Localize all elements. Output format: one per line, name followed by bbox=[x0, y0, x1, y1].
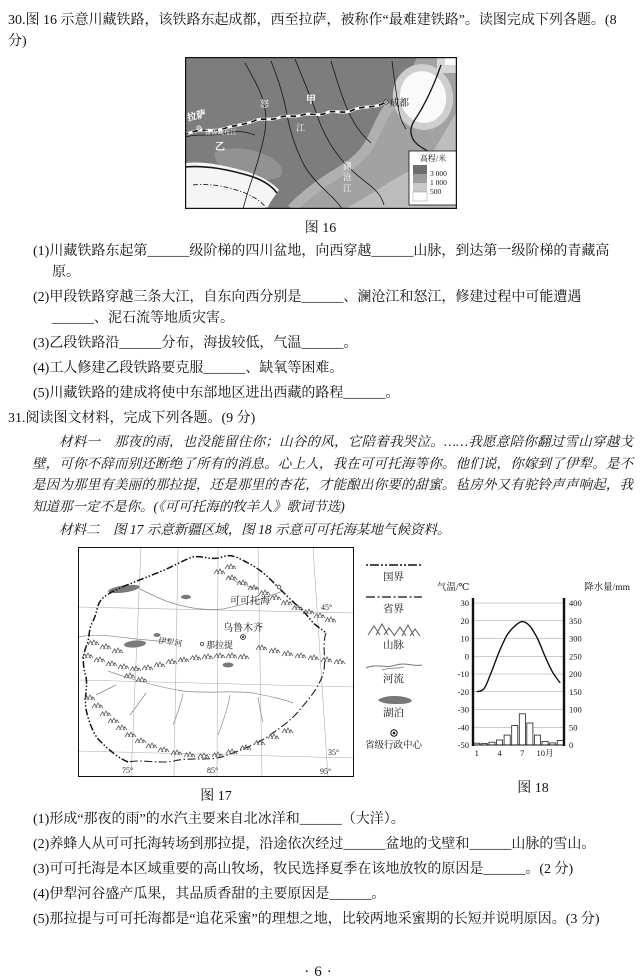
chengdu-label: 成都 bbox=[389, 99, 409, 109]
svg-text:75°: 75° bbox=[122, 765, 134, 775]
svg-text:85°: 85° bbox=[207, 765, 219, 775]
keketuohai-label: 可可托海 bbox=[230, 595, 270, 607]
q31-material2: 材料二 图 17 示意新疆区域，图 18 示意可可托海某地气候资料。 bbox=[59, 522, 451, 537]
svg-text:200: 200 bbox=[569, 668, 582, 679]
map17-graticule bbox=[78, 547, 354, 777]
jiang-label: 江 bbox=[295, 123, 305, 133]
urumqi-label: 乌鲁木齐 bbox=[223, 622, 263, 634]
national-border-icon bbox=[364, 559, 424, 571]
svg-text:-50: -50 bbox=[457, 739, 469, 750]
urumqi-marker bbox=[241, 634, 246, 639]
svg-text:-30: -30 bbox=[457, 704, 469, 714]
segment-yi-label: 乙 bbox=[214, 142, 225, 153]
figure17-map bbox=[78, 547, 354, 777]
q31-material1: 材料一 那夜的雨，也没能留住你；山谷的风，它陪着我哭泣。……我愿意陪你翻过雪山穿越戈壁，可你不辞而别还断绝了所有的消息。心上人，我在可可托海等你。他们说，你嫁到了伊犁。是不是因为那里有美丽的那拉提，还是那里的杏花，才能酿出你要的甜蜜。毡房外又有驼铃声声响起，我知道那一定不是你。(《可可托海的牧羊人》歌词节选) bbox=[32, 434, 633, 514]
page-number: ·6· bbox=[304, 963, 337, 977]
figure17-18-row bbox=[78, 547, 633, 805]
svg-text:95°: 95° bbox=[320, 766, 332, 776]
svg-text:0: 0 bbox=[569, 739, 574, 750]
q31-stem: 31.阅读图文材料，完成下列各题。(9 分) bbox=[8, 411, 256, 426]
svg-text:3 000: 3 000 bbox=[429, 169, 447, 178]
nu-river-label: 怒 bbox=[259, 99, 269, 109]
nalati-label: 那拉提 bbox=[206, 639, 234, 650]
left-axis-title: 气温/℃ bbox=[437, 582, 470, 593]
q31-item-4: (4)伊犁河谷盛产瓜果，其品质香甜的主要原因是______。 bbox=[33, 886, 386, 902]
yili-river-label: 伊犁河 bbox=[157, 635, 183, 648]
q30-item-3: (3)乙段铁路沿______分布，海拔较低，气温______。 bbox=[33, 336, 358, 351]
q30-item-1: (1)川藏铁路东起第______级阶梯的四川盆地，向西穿越______山脉，到达第一级阶梯的青藏高原。 bbox=[33, 244, 610, 280]
river-icon bbox=[364, 659, 424, 673]
svg-text:1 000: 1 000 bbox=[429, 178, 447, 187]
svg-text:20: 20 bbox=[460, 615, 469, 626]
q30-item-4: (4)工人修建乙段铁路要克服______、缺氧等困难。 bbox=[33, 361, 344, 376]
map17-lakes bbox=[108, 583, 234, 667]
nalati-marker bbox=[200, 642, 203, 645]
right-axis-title: 降水量/mm bbox=[584, 582, 630, 593]
svg-text:-20: -20 bbox=[457, 686, 469, 697]
legend-province-border: 省界 bbox=[364, 591, 424, 616]
province-border-icon bbox=[364, 591, 424, 603]
svg-text:10月: 10月 bbox=[536, 747, 554, 758]
q30-item-2: (2)甲段铁路穿越三条大江，自东向西分别是______、澜沧江和怒江，修建过程中可能遭遇______、泥石流等地质灾害。 bbox=[33, 290, 582, 326]
legend-title: 高程/米 bbox=[419, 154, 446, 163]
map17-mountains bbox=[82, 564, 345, 758]
svg-text:100: 100 bbox=[569, 704, 582, 714]
q30-stem: 30.图 16 示意川藏铁路，该铁路东起成都，西至拉萨，被称作“最难建铁路”。读图完成下列各题。(8 分) bbox=[8, 13, 617, 49]
svg-text:35°: 35° bbox=[328, 747, 340, 757]
chart-plot-area bbox=[458, 598, 582, 758]
svg-text:300: 300 bbox=[569, 633, 582, 643]
svg-text:45°: 45° bbox=[321, 602, 333, 612]
svg-text:500: 500 bbox=[429, 187, 441, 196]
map16-elevation-legend bbox=[409, 151, 457, 205]
svg-text:1: 1 bbox=[474, 747, 479, 758]
lhasa-marker bbox=[196, 126, 200, 130]
chengdu-marker bbox=[383, 100, 387, 104]
svg-text:150: 150 bbox=[569, 686, 582, 697]
svg-text:10: 10 bbox=[460, 633, 469, 643]
legend-provincial-capital: 省级行政中心 bbox=[364, 727, 424, 752]
svg-text:7: 7 bbox=[520, 747, 525, 758]
figure17 bbox=[78, 547, 354, 805]
svg-text:-40: -40 bbox=[457, 721, 469, 732]
svg-text:350: 350 bbox=[569, 615, 582, 626]
q31-item-5: (5)那拉提与可可托海都是“追花采蜜”的理想之地，比较两地采蜜期的长短并说明原因。(3 分) bbox=[33, 911, 600, 927]
legend-lake: 湖泊 bbox=[364, 693, 424, 720]
figure18-caption: 图 18 bbox=[517, 780, 549, 796]
lancang-river-label: 澜沧江 bbox=[342, 161, 352, 193]
q31-item-2: (2)养蜂人从可可托海转场到那拉提，沿途依次经过______盆地的戈壁和______山脉的雪山。 bbox=[33, 836, 596, 852]
lhasa-label: 拉萨 bbox=[185, 109, 207, 124]
figure16-caption: 图 16 bbox=[304, 221, 337, 236]
q31-item-1: (1)形成“那夜的雨”的水汽主要来自北冰洋和______（大洋）。 bbox=[33, 811, 405, 827]
yarlung-river-label: 雅鲁藏布江 bbox=[204, 129, 236, 136]
svg-text:400: 400 bbox=[569, 597, 582, 608]
svg-text:0: 0 bbox=[464, 650, 469, 661]
map17-province-border bbox=[128, 633, 326, 762]
figure18-chart bbox=[433, 577, 633, 769]
q31-item-3: (3)可可托海是本区域重要的高山牧场，牧民选择夏季在该地放牧的原因是______。(2 分) bbox=[33, 861, 574, 877]
figure18 bbox=[433, 547, 633, 797]
svg-text:250: 250 bbox=[569, 650, 582, 661]
lake-icon bbox=[364, 693, 424, 707]
svg-text:-10: -10 bbox=[457, 668, 469, 679]
q30-item-5: (5)川藏铁路的建成将使中东部地区进出西藏的路程______。 bbox=[33, 386, 400, 401]
provincial-capital-icon bbox=[364, 727, 424, 739]
keketuohai-marker bbox=[277, 585, 281, 589]
legend-national-border: 国界 bbox=[364, 559, 424, 584]
figure17-caption: 图 17 bbox=[200, 788, 232, 804]
svg-text:4: 4 bbox=[497, 747, 502, 758]
mountain-icon bbox=[364, 623, 424, 639]
segment-jia-label: 甲 bbox=[305, 95, 316, 106]
legend-river: 河流 bbox=[364, 659, 424, 686]
svg-text:30: 30 bbox=[460, 597, 469, 608]
figure16 bbox=[185, 57, 457, 237]
figure17-legend bbox=[360, 547, 427, 759]
figure16-map bbox=[185, 57, 457, 209]
legend-mountains: 山脉 bbox=[364, 623, 424, 652]
svg-text:50: 50 bbox=[569, 721, 578, 732]
